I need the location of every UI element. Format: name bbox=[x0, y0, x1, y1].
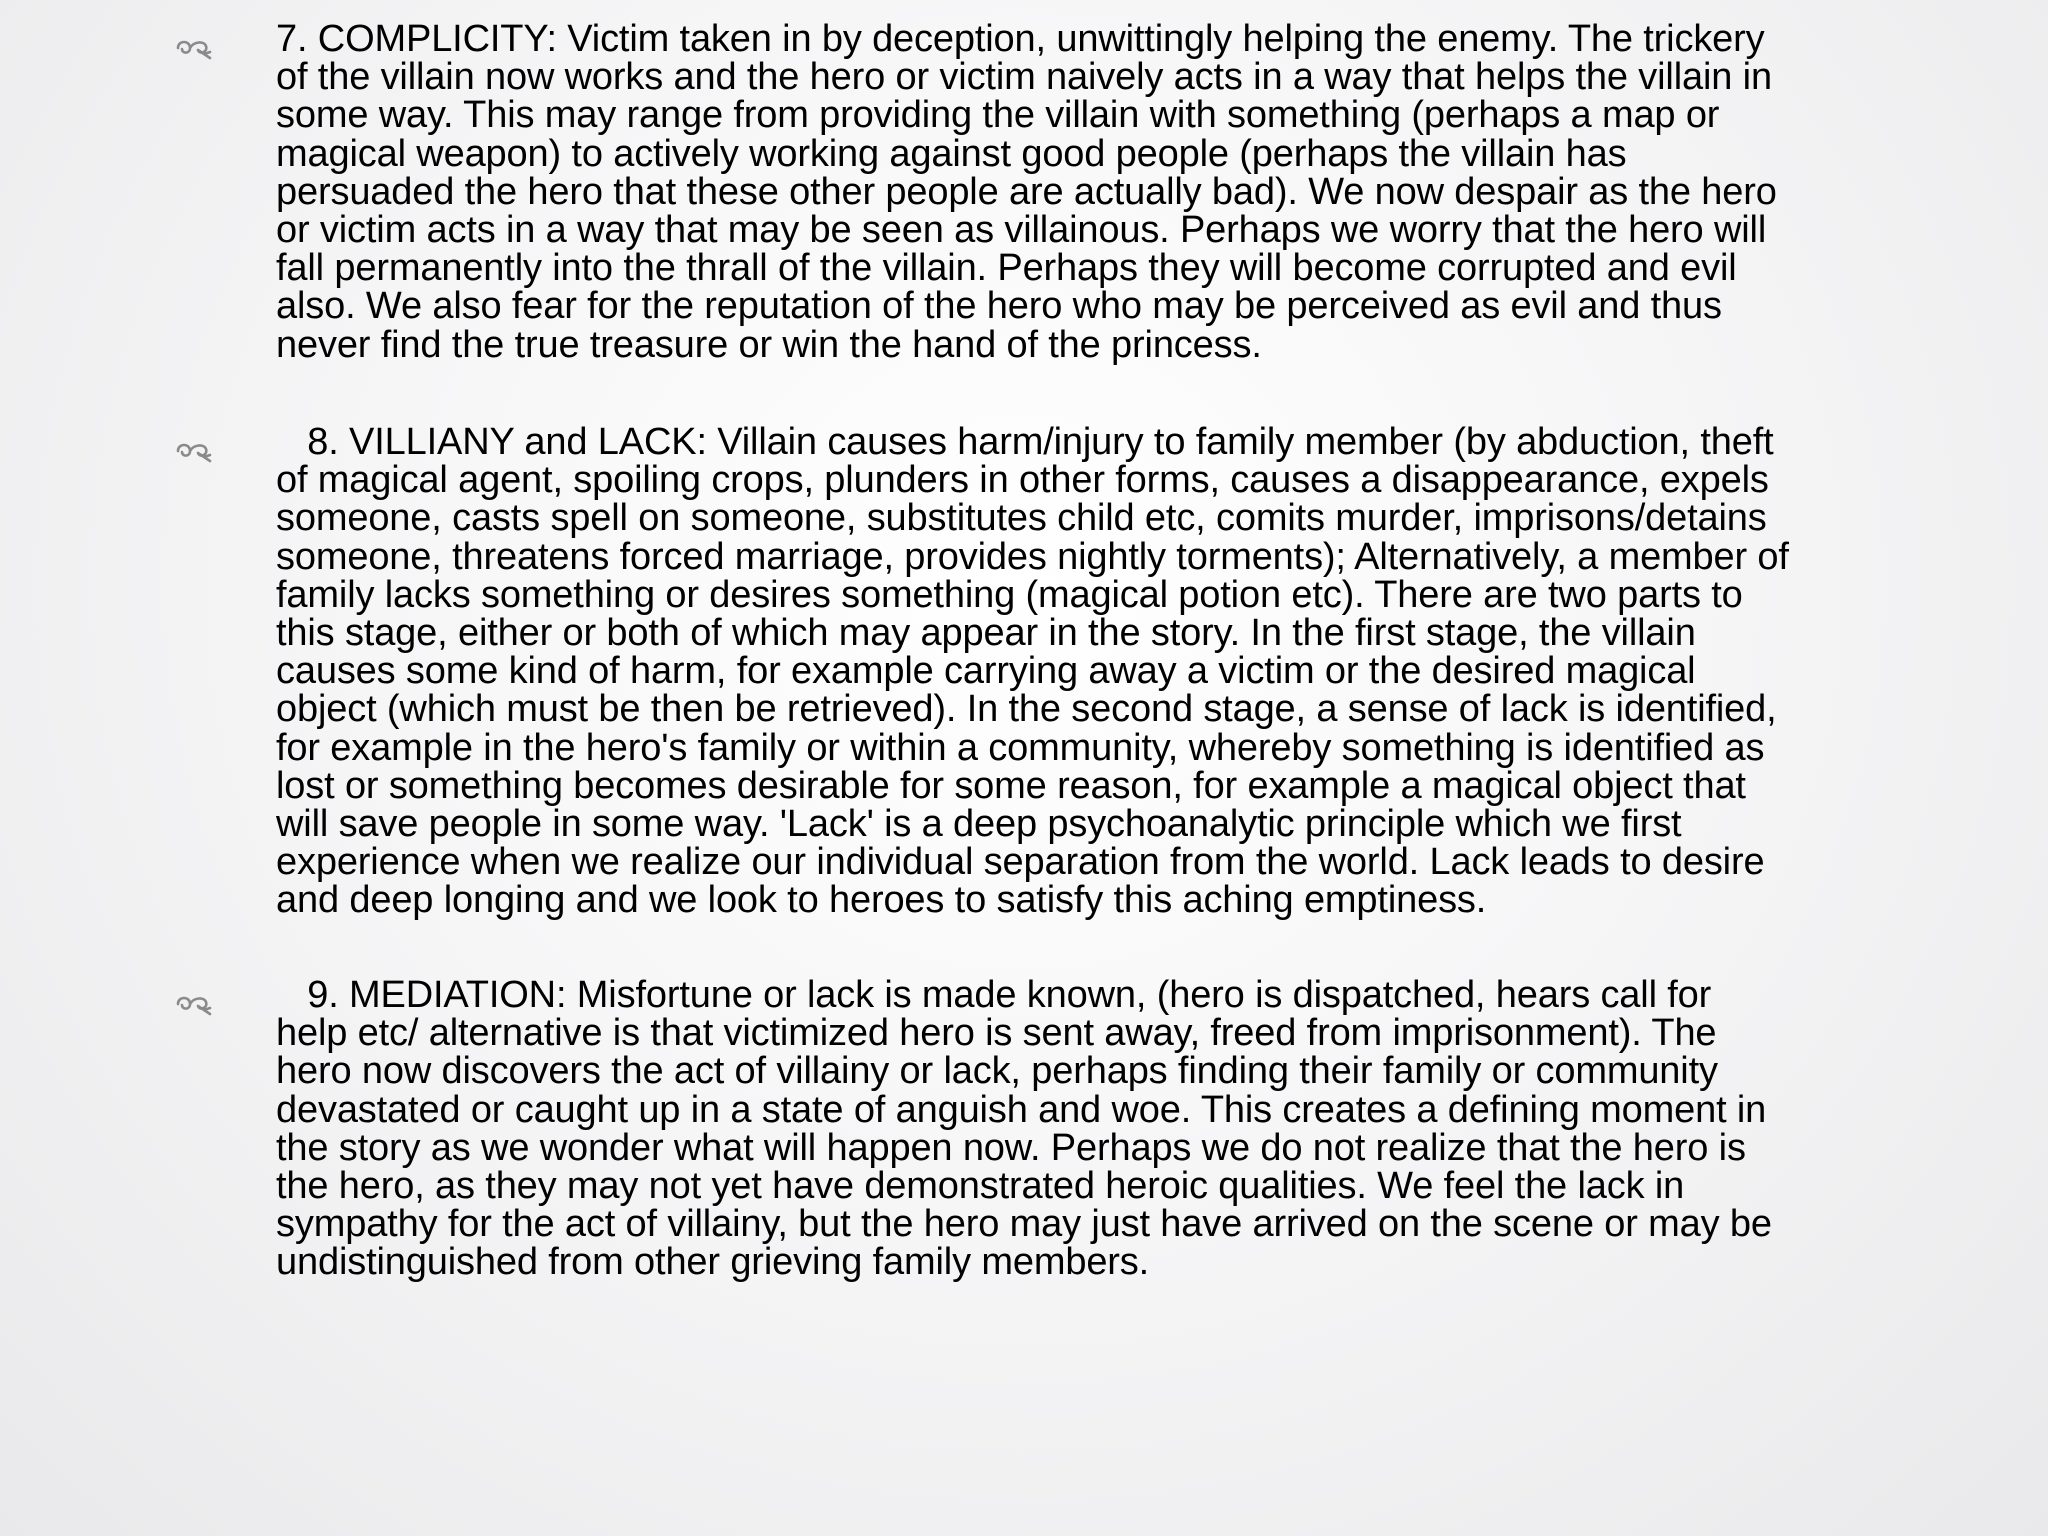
text-line: for example in the hero's family or within a community, whereby something is identified as bbox=[276, 726, 1765, 769]
bullet-text bbox=[276, 423, 1896, 920]
text-line: also. We also fear for the reputation of the hero who may be perceived as evil and thus bbox=[276, 285, 1722, 328]
text-line: this stage, either or both of which may appear in the story. In the first stage, the villain bbox=[276, 612, 1696, 655]
text-line: object (which must be then be retrieved). In the second stage, a sense of lack is identified, bbox=[276, 688, 1777, 731]
text-line: never find the true treasure or win the hand of the princess. bbox=[276, 323, 1262, 366]
text-line: hero now discovers the act of villainy or lack, perhaps finding their family or community bbox=[276, 1050, 1718, 1093]
text-line: of magical agent, spoiling crops, plunders in other forms, causes a disappearance, expels bbox=[276, 459, 1769, 502]
text-line: help etc/ alternative is that victimized hero is sent away, freed from imprisonment). The bbox=[276, 1012, 1717, 1055]
text-line: devastated or caught up in a state of anguish and woe. This creates a defining moment in bbox=[276, 1088, 1767, 1131]
text-line: fall permanently into the thrall of the villain. Perhaps they will become corrupted and evil bbox=[276, 247, 1737, 290]
text-line: someone, threatens forced marriage, provides nightly torments); Alternatively, a member of bbox=[276, 535, 1789, 578]
text-line: 9. MEDIATION: Misfortune or lack is made known, (hero is dispatched, hears call for bbox=[276, 974, 1712, 1016]
curly-bullet-icon bbox=[174, 32, 214, 62]
text-line: of the villain now works and the hero or victim naively acts in a way that helps the villain in bbox=[276, 56, 1772, 99]
text-line: 7. COMPLICITY: Victim taken in by deception, unwittingly helping the enemy. The trickery bbox=[276, 18, 1765, 60]
text-line: persuaded the hero that these other people are actually bad). We now despair as the hero bbox=[276, 170, 1777, 213]
text-line: the story as we wonder what will happen now. Perhaps we do not realize that the hero is bbox=[276, 1126, 1746, 1169]
text-line: someone, casts spell on someone, substitutes child etc, comits murder, imprisons/detains bbox=[276, 497, 1767, 540]
text-line: and deep longing and we look to heroes to satisfy this aching emptiness. bbox=[276, 879, 1487, 922]
bullet-text bbox=[276, 20, 1896, 364]
text-line: family lacks something or desires something (magical potion etc). There are two parts to bbox=[276, 573, 1743, 616]
text-line: the hero, as they may not yet have demonstrated heroic qualities. We feel the lack in bbox=[276, 1165, 1685, 1208]
bullet-text bbox=[276, 976, 1896, 1282]
text-line: some way. This may range from providing the villain with something (perhaps a map or bbox=[276, 94, 1720, 137]
curly-bullet-icon bbox=[174, 988, 214, 1018]
text-line: lost or something becomes desirable for some reason, for example a magical object that bbox=[276, 764, 1746, 807]
text-line: or victim acts in a way that may be seen as villainous. Perhaps we worry that the hero will bbox=[276, 209, 1767, 252]
text-line: 8. VILLIANY and LACK: Villain causes harm/injury to family member (by abduction, theft bbox=[276, 421, 1774, 463]
text-line: sympathy for the act of villainy, but the hero may just have arrived on the scene or may be bbox=[276, 1203, 1772, 1246]
text-line: magical weapon) to actively working against good people (perhaps the villain has bbox=[276, 132, 1627, 175]
text-line: experience when we realize our individual separation from the world. Lack leads to desire bbox=[276, 841, 1765, 884]
text-line: will save people in some way. 'Lack' is a deep psychoanalytic principle which we first bbox=[276, 803, 1682, 846]
curly-bullet-icon bbox=[174, 435, 214, 465]
text-line: causes some kind of harm, for example carrying away a victim or the desired magical bbox=[276, 650, 1696, 693]
text-line: undistinguished from other grieving family members. bbox=[276, 1241, 1150, 1284]
